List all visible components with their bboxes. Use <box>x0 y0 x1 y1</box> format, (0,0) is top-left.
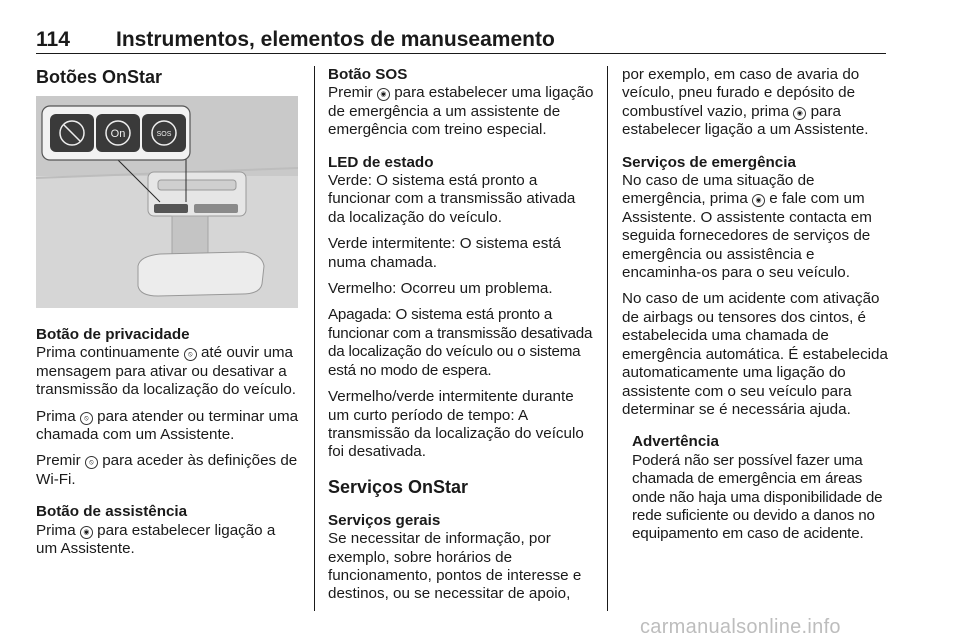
column-2 <box>328 66 594 618</box>
general-paragraph-1: Se necessitar de informação, por exemplo, sobre horários de funcionamento, pontos de interesse e destinos, ou se necessitar de apoio, <box>328 530 582 603</box>
emergency-paragraph-2: No caso de um acidente com ativação de airbags ou tensores dos cintos, é estabelecida uma chamada de emergência automática. É estabelecida automaticamente uma ligação do assistente com o seu veículo para determinar se é necessária ajuda. <box>622 290 888 418</box>
led-paragraph-4: Apagada: O sistema está pronto a funcionar com a transmissão desativada da localização do veículo ou o sistema está no modo de espera. <box>328 306 593 379</box>
privacy-icon: ⦸ <box>184 348 197 361</box>
column-1 <box>36 66 300 572</box>
privacy-icon: ⦸ <box>80 412 93 425</box>
assist-button-block <box>36 503 300 558</box>
onstar-assist-icon: ◉ <box>80 526 93 539</box>
warning-block <box>622 433 890 543</box>
emergency-paragraph-1: No caso de uma situação de emergência, prima ◉ e fale com um Assistente. O assistente contacta em seguida fornecedores de serviços de emergência ou assistência e encaminha-os para o seu veículo. <box>622 172 872 282</box>
onstar-buttons-figure <box>36 96 298 308</box>
privacy-paragraph-1: Prima continuamente ⦸ até ouvir uma mensagem para ativar ou desativar a transmissão da localização do veículo. <box>36 344 297 399</box>
section-title-onstar-buttons: Botões OnStar <box>36 67 163 87</box>
onstar-assist-icon: ◉ <box>793 107 806 120</box>
heading-general-services: Serviços gerais <box>328 511 441 529</box>
warning-paragraph: Poderá não ser possível fazer uma chamada de emergência em áreas onde não haja uma disponibilidade de rede suficiente ou devido a danos no equipamento em caso de acidente. <box>632 451 883 543</box>
sos-button-label: SOS <box>156 131 172 138</box>
privacy-paragraph-2: Prima ⦸ para atender ou terminar uma chamada com um Assistente. <box>36 407 299 444</box>
led-paragraph-5: Vermelho/verde intermitente durante um curto período de tempo: A transmissão da localização do veículo foi desativada. <box>328 388 584 461</box>
section-title-onstar-services: Serviços OnStar <box>328 476 469 497</box>
page-header <box>36 27 886 54</box>
page-number: 114 <box>36 28 70 51</box>
privacy-button-block <box>36 326 300 489</box>
led-paragraph-1: Verde: O sistema está pronto a funcionar com a transmissão ativada da localização do veículo. <box>328 172 576 226</box>
continued-paragraph: por exemplo, em caso de avaria do veículo, pneu furado e depósito de combustível vazio, prima ◉ para estabelecer ligação a um Assistente. <box>622 66 869 139</box>
sos-button-block <box>328 66 594 140</box>
general-services-block <box>328 512 594 604</box>
led-paragraph-3: Vermelho: Ocorreu um problema. <box>328 280 553 298</box>
chapter-title: Instrumentos, elementos de manuseamento <box>116 28 555 51</box>
heading-privacy-button: Botão de privacidade <box>36 326 190 343</box>
column-divider-1 <box>314 66 315 611</box>
assist-button-label: On <box>110 128 126 140</box>
heading-sos-button: Botão SOS <box>328 66 408 83</box>
overhead-console-illustration <box>36 96 298 308</box>
assist-paragraph-1: Prima ◉ para estabelecer ligação a um Assistente. <box>36 521 276 558</box>
sos-paragraph-1: Premir ◉ para estabelecer uma ligação de emergência a um assistente de emergência com treino especial. <box>328 84 594 139</box>
led-paragraph-2: Verde intermitente: O sistema está numa chamada. <box>328 235 561 271</box>
watermark-footer: carmanualsonline.info <box>640 616 841 638</box>
heading-emergency-services: Serviços de emergência <box>622 153 796 171</box>
sos-icon: ◉ <box>377 88 390 101</box>
heading-status-led: LED de estado <box>328 153 434 171</box>
column-divider-2 <box>607 66 608 611</box>
heading-assist-button: Botão de assistência <box>36 503 188 521</box>
column-3 <box>622 66 890 552</box>
sos-icon: ◉ <box>752 194 765 207</box>
heading-warning: Advertência <box>632 433 719 451</box>
privacy-icon: ⦸ <box>85 456 98 469</box>
emergency-services-block <box>622 154 890 420</box>
status-led-block <box>328 154 594 462</box>
privacy-paragraph-3: Premir ⦸ para aceder às definições de Wi-Fi. <box>36 452 298 488</box>
continued-text-block <box>622 66 890 140</box>
